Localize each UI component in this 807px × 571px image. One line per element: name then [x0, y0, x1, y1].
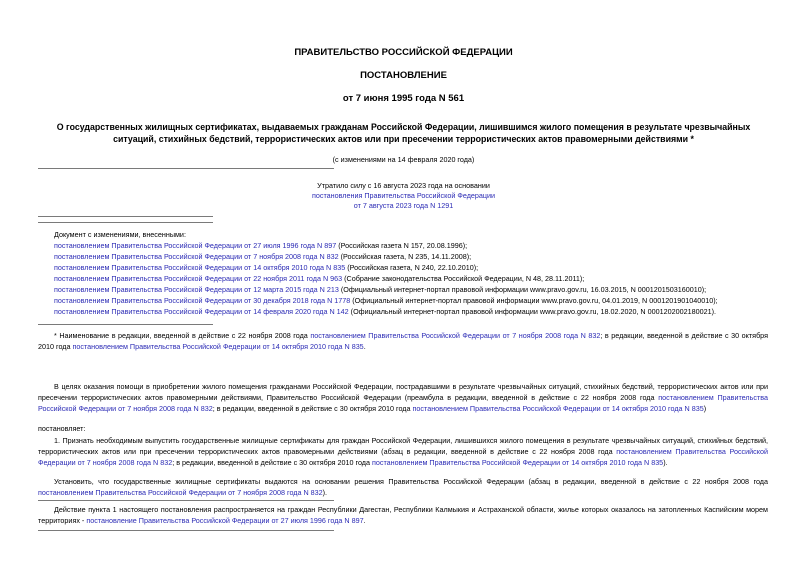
divider	[38, 500, 334, 501]
preamble-link[interactable]: постановлением Правительства Российской Федерации от 7 ноября 2008 года N 832	[38, 393, 768, 413]
change-link[interactable]: постановлением Правительства Российской Федерации от 7 ноября 2008 года N 832	[54, 252, 339, 261]
change-source: (Российская газета, N 235, 14.11.2008);	[338, 252, 472, 261]
change-link[interactable]: постановлением Правительства Российской Федерации от 30 декабря 2018 года N 1778	[54, 296, 351, 305]
divider	[38, 216, 213, 217]
title-footnote: * Наименование в редакции, введенной в действие с 22 ноября 2008 года постановлением Правительства Российской Федерации от 7 ноября 2008 года N 832; в редакции, введенной в действие с 30 октября 2010 года постановлением Правительства Российской Федерации от 14 октября 2010 года N 835.	[38, 331, 768, 351]
change-source: (Официальный интернет-портал правовой информации www.pravo.gov.ru, 16.03.2015, N 0001201503160010);	[338, 285, 707, 294]
decree-word: постановляет:	[38, 424, 86, 433]
paragraph-2: Установить, что государственные жилищные сертификаты выдаются на основании решения Правительства Российской Федерации (абзац в редакции, введенной в действие с 22 ноября 2008 года постановлением Правительства Российской Федерации от 7 ноября 2008 года N 832).	[38, 477, 768, 497]
change-item	[54, 295, 718, 306]
document-title-line-1: О государственных жилищных сертификатах, выдаваемых гражданам Российской Федерации, лишившимся жилого помещения в результате чрезвычайных	[56, 122, 751, 132]
government-heading: ПРАВИТЕЛЬСТВО РОССИЙСКОЙ ФЕДЕРАЦИИ	[294, 47, 513, 58]
paragraph-link[interactable]: постановлением Правительства Российской Федерации от 7 ноября 2008 года N 832	[38, 447, 768, 467]
divider	[38, 168, 334, 169]
footnote-link[interactable]: постановлением Правительства Российской Федерации от 7 ноября 2008 года N 832	[310, 331, 601, 340]
document-title-line-2: ситуаций, стихийных бедствий, террористических актов или при пресечении террористических актов правомерными действиями *	[113, 134, 694, 144]
change-item	[54, 306, 716, 317]
change-link[interactable]: постановлением Правительства Российской Федерации от 12 марта 2015 года N 213	[54, 285, 339, 294]
change-source: (Собрание законодательства Российской Федерации, N 48, 28.11.2011);	[342, 274, 585, 283]
change-link[interactable]: постановлением Правительства Российской Федерации от 22 ноября 2011 года N 963	[54, 274, 343, 283]
paragraph-link[interactable]: постановление Правительства Российской Федерации от 27 июля 1996 года N 897	[86, 516, 364, 525]
expired-basis-link[interactable]: постановления Правительства Российской Федерации	[311, 191, 496, 200]
change-item	[54, 284, 706, 295]
preamble-link[interactable]: постановлением Правительства Российской Федерации от 14 октября 2010 года N 835	[412, 404, 704, 413]
change-item	[54, 240, 467, 251]
paragraph-link[interactable]: постановлением Правительства Российской Федерации от 14 октября 2010 года N 835	[371, 458, 664, 467]
document-date-number: от 7 июня 1995 года N 561	[342, 93, 465, 104]
change-link[interactable]: постановлением Правительства Российской Федерации от 14 февраля 2020 года N 142	[54, 307, 349, 316]
change-item	[54, 273, 584, 284]
change-source: (Официальный интернет-портал правовой информации www.pravo.gov.ru, 18.02.2020, N 0001202002180021).	[348, 307, 716, 316]
divider	[38, 222, 213, 223]
change-source: (Официальный интернет-портал правовой информации www.pravo.gov.ru, 04.01.2019, N 0001201901040010);	[350, 296, 718, 305]
divider	[38, 530, 334, 531]
footnote-link[interactable]: постановлением Правительства Российской Федерации от 14 октября 2010 года N 835	[72, 342, 364, 351]
preamble-paragraph: В целях оказания помощи в приобретении жилого помещения гражданами Российской Федерации, пострадавшими в результате чрезвычайных ситуаций, стихийных бедствий, террористических актов или при пресечении террористических актов правомерными действиями, Правительство Российской Федерации (преамбула в редакции, введенной в действие с 22 ноября 2008 года постановлением Правительства Российской Федерации от 7 ноября 2008 года N 832; в редакции, введенной в действие с 30 октября 2010 года постановлением Правительства Российской Федерации от 14 октября 2010 года N 835)	[38, 382, 768, 413]
change-item	[54, 251, 471, 262]
change-source: (Российская газета, N 240, 22.10.2010);	[345, 263, 479, 272]
paragraph-3: Действие пункта 1 настоящего постановления распространяется на граждан Республики Дагестан, Республики Калмыкия и Астраханской области, жилье которых оказалось на затопленных Каспийским морем территориях - постановление Правительства Российской Федерации от 27 июля 1996 года N 897.	[38, 505, 768, 525]
changes-intro: Документ с изменениями, внесенными:	[54, 230, 186, 239]
change-link[interactable]: постановлением Правительства Российской Федерации от 27 июля 1996 года N 897	[54, 241, 337, 250]
expired-notice: Утратило силу с 16 августа 2023 года на основании	[317, 181, 490, 190]
document-type: ПОСТАНОВЛЕНИЕ	[360, 70, 447, 81]
change-item	[54, 262, 478, 273]
change-source: (Российская газета N 157, 20.08.1996);	[336, 241, 468, 250]
expired-basis-link-date[interactable]: от 7 августа 2023 года N 1291	[353, 201, 454, 210]
change-link[interactable]: постановлением Правительства Российской Федерации от 14 октября 2010 года N 835	[54, 263, 346, 272]
divider	[38, 324, 213, 325]
paragraph-1: 1. Признать необходимым выпустить государственные жилищные сертификаты для граждан Российской Федерации, лишившихся жилого помещения в результате чрезвычайных ситуаций, стихийных бедствий, террористических актов или при пресечении террористических актов правомерными действиями (абзац в редакции, введенной в действие с 22 ноября 2008 года постановлением Правительства Российской Федерации от 7 ноября 2008 года N 832; в редакции, введенной в действие с 30 октября 2010 года постановлением Правительства Российской Федерации от 14 октября 2010 года N 835).	[38, 436, 768, 467]
paragraph-link[interactable]: постановлением Правительства Российской Федерации от 7 ноября 2008 года N 832	[38, 488, 323, 497]
amendment-date: (с изменениями на 14 февраля 2020 года)	[332, 155, 475, 164]
